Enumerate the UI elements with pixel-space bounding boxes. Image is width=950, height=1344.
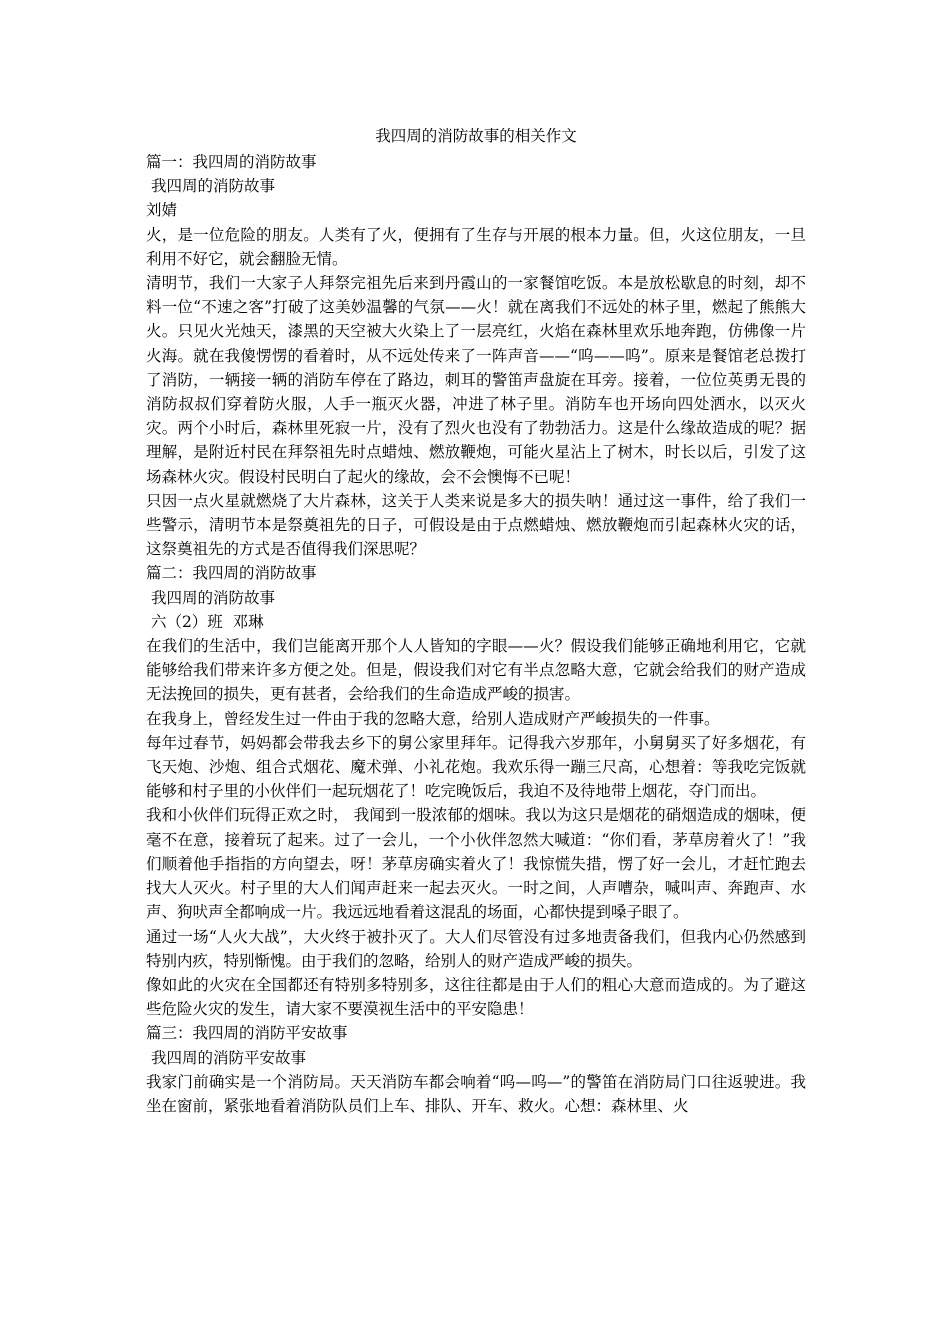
document-title: 我四周的消防故事的相关作文 bbox=[375, 127, 577, 145]
heading-line: 篇一：我四周的消防故事 bbox=[146, 153, 317, 171]
paragraph: 通过一场“人火大战”，大火终于被扑灭了。大人们尽管没有过多地责备我们，但我内心仍然感到特别内疚，特别惭愧。由于我们的忽略，给别人的财产造成严峻的损失。 bbox=[146, 927, 806, 970]
heading-line: 六（2）班 邓琳 bbox=[146, 612, 264, 631]
paragraph: 我家门前确实是一个消防局。天天消防车都会响着“呜—呜—”的警笛在消防局门口往返驶进。我坐在窗前，紧张地看着消防队员们上车、排队、开车、救火。心想：森林里、火 bbox=[146, 1072, 806, 1115]
paragraph: 我和小伙伴们玩得正欢之时， 我闻到一股浓郁的烟味。我以为这只是烟花的硝烟造成的烟味，便毫不在意，接着玩了起来。过了一会儿，一个小伙伴忽然大喊道：“你们看，茅草房着火了！”我们顺着他手指指的方向望去，呀！茅草房确实着火了！我惊慌失措，愣了好一会儿，才赶忙跑去找大人灭火。村子里的大人们闻声赶来一起去灭火。一时之间，人声嘈杂，喊叫声、奔跑声、水声、狗吠声全都响成一片。我远远地看着这混乱的场面，心都快提到嗓子眼了。 bbox=[146, 806, 806, 922]
paragraph: 在我身上，曾经发生过一件由于我的忽略大意，给别人造成财产严峻损失的一件事。 bbox=[146, 709, 720, 728]
heading-line: 篇三：我四周的消防平安故事 bbox=[146, 1024, 348, 1043]
heading-line: 我四周的消防故事 bbox=[146, 588, 275, 607]
heading-line: 我四周的消防平安故事 bbox=[146, 1048, 306, 1067]
paragraph: 像如此的火灾在全国都还有特别多特别多，这往往都是由于人们的粗心大意而造成的。为了避这些危险火灾的发生，请大家不要漠视生活中的平安隐患！ bbox=[146, 975, 806, 1019]
paragraph: 每年过春节，妈妈都会带我去乡下的舅公家里拜年。记得我六岁那年，小舅舅买了好多烟花，有飞天炮、沙炮、组合式烟花、魔术弹、小礼花炮。我欢乐得一蹦三尺高，心想着：等我吃完饭就能够和村子里的小伙伴们一起玩烟花了！吃完晚饭后，我迫不及待地带上烟花，夺门而出。 bbox=[146, 733, 806, 801]
paragraph: 火，是一位危险的朋友。人类有了火，便拥有了生存与开展的根本力量。但，火这位朋友，一旦利用不好它，就会翻脸无情。 bbox=[146, 225, 806, 268]
heading-line: 刘婧 bbox=[146, 201, 178, 220]
paragraph: 在我们的生活中，我们岂能离开那个人人皆知的字眼——火？假设我们能够正确地利用它，它就能够给我们带来许多方便之处。但是，假设我们对它有半点忽略大意，它就会给我们的财产造成无法挽回的损失，更有甚者，会给我们的生命造成严峻的损害。 bbox=[146, 637, 806, 704]
document-page bbox=[146, 124, 806, 1118]
document-body bbox=[146, 150, 806, 1118]
heading-line: 篇二：我四周的消防故事 bbox=[146, 564, 317, 583]
paragraph: 清明节，我们一大家子人拜祭完祖先后来到丹霞山的一家餐馆吃饭。本是放松歇息的时刻，却不料一位“不速之客”打破了这美妙温馨的气氛——火！就在离我们不远处的林子里，燃起了熊熊大火。只见火光烛天，漆黑的天空被大火染上了一层亮红，火焰在森林里欢乐地奔跑，仿佛像一片火海。就在我傻愣愣的看着时，从不远处传来了一阵声音——“呜——呜”。原来是餐馆老总拨打了消防，一辆接一辆的消防车停在了路边，刺耳的警笛声盘旋在耳旁。接着，一位位英勇无畏的消防叔叔们穿着防火服，人手一瓶灭火器，冲进了林子里。消防车也开场向四处洒水，以灭火灾。两个小时后，森林里死寂一片，没有了烈火也没有了勃勃活力。这是什么缘故造成的呢？据理解，是附近村民在拜祭祖先时点蜡烛、燃放鞭炮，可能火星沾上了树木，时长以后，引发了这场森林火灾。假设村民明白了起火的缘故，会不会懊悔不已呢！ bbox=[146, 274, 806, 486]
heading-line: 我四周的消防故事 bbox=[146, 177, 275, 196]
paragraph: 只因一点火星就燃烧了大片森林，这关于人类来说是多大的损失呐！通过这一事件，给了我们一些警示，清明节本是祭奠祖先的日子，可假设是由于点燃蜡烛、燃放鞭炮而引起森林火灾的话，这祭奠祖先的方式是否值得我们深思呢？ bbox=[146, 491, 806, 559]
